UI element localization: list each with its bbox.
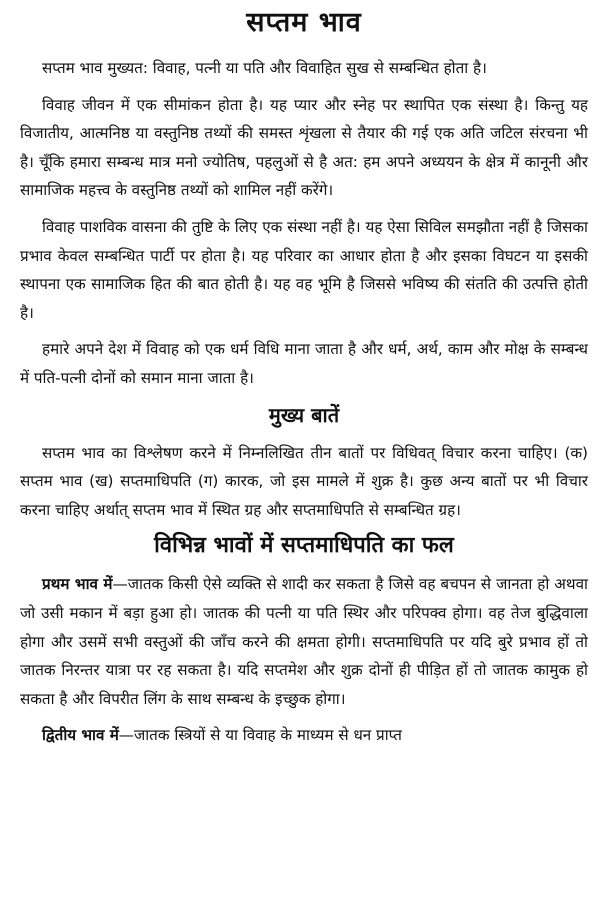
paragraph-second-house [20,721,588,750]
paragraph-key-points: सप्तम भाव का विश्लेषण करने में निम्नलिखित तीन बातों पर विधिवत् विचार करना चाहिए। (क) सप्तम भाव (ख) सप्तमाधिपति (ग) कारक, जो इस मामले में शुक्र है। कुछ अन्य बातों पर भी विचार करना चाहिए अर्थात् सप्तम भाव में स्थित ग्रह और सप्तमाधिपति से सम्बन्धित ग्रह। [20,443,588,519]
second-house-lead: द्वितीय भाव में [42,726,119,745]
section-heading-key-points: मुख्य बातें [268,402,340,427]
intro-paragraph: सप्तम भाव मुख्यत: विवाह, पत्नी या पति और विवाहित सुख से सम्बन्धित होता है। [42,59,487,77]
first-house-text: —जातक किसी ऐसे व्यक्ति से शादी कर सकता है जिसे वह बचपन से जानता हो अथवा जो उसी मकान में बड़ा हुआ हो। जातक की पत्नी या पति स्थिर और परिपक्व होगा। वह तेज बुद्धिवाला होगा और उसमें सभी वस्तुओं की जाँच करने की क्षमता होगी। सप्तमाधिपति पर यदि बुरे प्रभाव हों तो जातक निरन्तर यात्रा पर रह सकता है। यदि सप्तमेश और शुक्र दोनों ही पीड़ित हों तो जातक कामुक हो सकता है और विपरीत लिंग के साथ सम्बन्ध के इच्छुक होगा। [20,575,588,708]
first-house-lead: प्रथम भाव में [42,575,113,594]
page-title: सप्तम भाव [246,7,362,38]
second-house-text: —जातक स्त्रियों से या विवाह के माध्यम से धन प्राप्त [118,726,402,745]
paragraph-first-house [20,570,588,713]
paragraph-marriage-dharma: हमारे अपने देश में विवाह को एक धर्म विधि माना जाता है और धर्म, अर्थ, काम और मोक्ष के सम्बन्ध में पति-पत्नी दोनों को समान माना जाता है। [20,340,588,387]
paragraph-marriage-purpose: विवाह पाशविक वासना की तुष्टि के लिए एक संस्था नहीं है। यह ऐसा सिविल समझौता नहीं है जिसका प्रभाव केवल सम्बन्धित पार्टी पर होता है। यह परिवार का आधार होता है और इसका विघटन या इसकी स्थापना एक सामाजिक हित की बात होती है। यह वह भूमि है जिससे भविष्य की संतति की उत्पत्ति होती है। [20,217,588,322]
paragraph-marriage-institution: विवाह जीवन में एक सीमांकन होता है। यह प्यार और स्नेह पर स्थापित एक संस्था है। किन्तु यह विजातीय, आत्मनिष्ठ या वस्तुनिष्ठ तथ्यों की समस्त शृंखला से तैयार की गई एक अति जटिल संरचना भी है। चूँकि हमारा सम्बन्ध मात्र मनो ज्योतिष, पहलुओं से है अत: हम अपने अध्ययन के क्षेत्र में कानूनी और सामाजिक महत्त्व के वस्तुनिष्ठ तथ्यों को शामिल नहीं करेंगे। [20,95,588,200]
section-heading-seventh-lord: विभिन्न भावों में सप्तमाधिपति का फल [154,533,454,559]
